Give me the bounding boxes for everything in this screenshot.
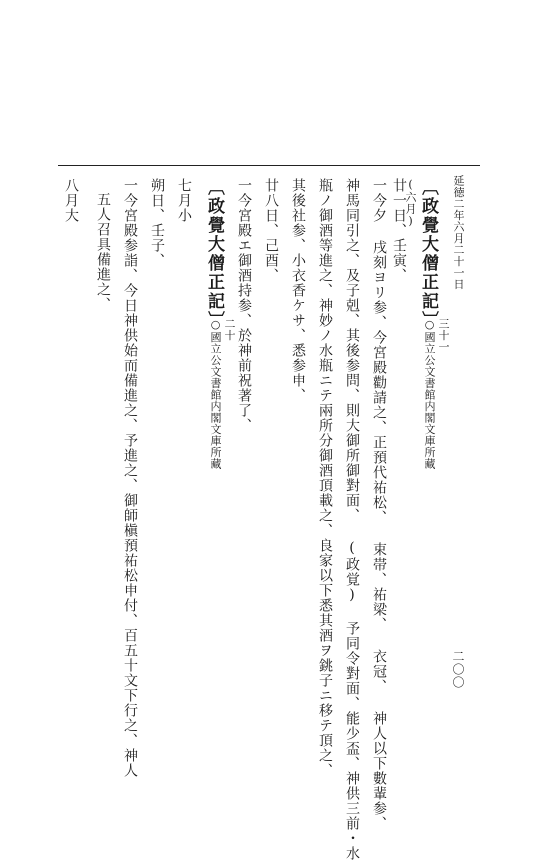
entry-date: 廿八日、己酉、 (263, 178, 279, 283)
text-line: 一今宮殿エ御酒持参、於神前祝著了、 (236, 178, 252, 433)
source-volume: 三十一 (437, 318, 450, 353)
source-archive: ○國立公文書館内閣文庫所藏 (209, 318, 222, 470)
month-annotation: (六月) (404, 178, 417, 228)
text-line: 一今夕 戌刻ヨリ参、今宮殿勸請之、正預代祐松、 束帯、祐梁、 衣冠、 神人以下數輩参、 (371, 178, 387, 831)
source-title: 〔政覺大僧正記〕 (418, 178, 438, 330)
month-heading: 七月小 (176, 178, 192, 223)
source-archive: ○國立公文書館内閣文庫所藏 (423, 318, 436, 470)
text-line: 一今宮殿参詣、今日神供始而備進之、予進之、御師槇預祐松申付、百五十文下行之、神人 (122, 178, 138, 778)
header-rule (58, 165, 480, 166)
source-title: 〔政覺大僧正記〕 (204, 178, 224, 330)
text-line: 瓶ノ御酒等進之、神妙ノ水瓶ニテ兩所分御酒頂載之、良家以下悉其酒ヲ銚子ニ移テ頂之、 (317, 178, 333, 778)
month-heading: 八月大 (63, 178, 79, 223)
running-header-date: 延徳二年六月二十一日 (452, 175, 465, 290)
text-line: 五人召具備進之、 (95, 192, 111, 312)
entry-date: 朔日、壬子、 (149, 178, 165, 268)
text-line: 其後社参、小衣香ケサ、悉参申、 (290, 178, 306, 403)
page-number: 二〇〇 (451, 650, 465, 689)
entry-date: 廿一日、壬寅、 (391, 178, 407, 283)
text-line: 神馬同引之、及子剋、其後参問、則大御所御對面、 (政覚) 予同令對面、能少盃、神供三前・水 (344, 178, 360, 861)
source-volume: 二十 (223, 318, 236, 341)
